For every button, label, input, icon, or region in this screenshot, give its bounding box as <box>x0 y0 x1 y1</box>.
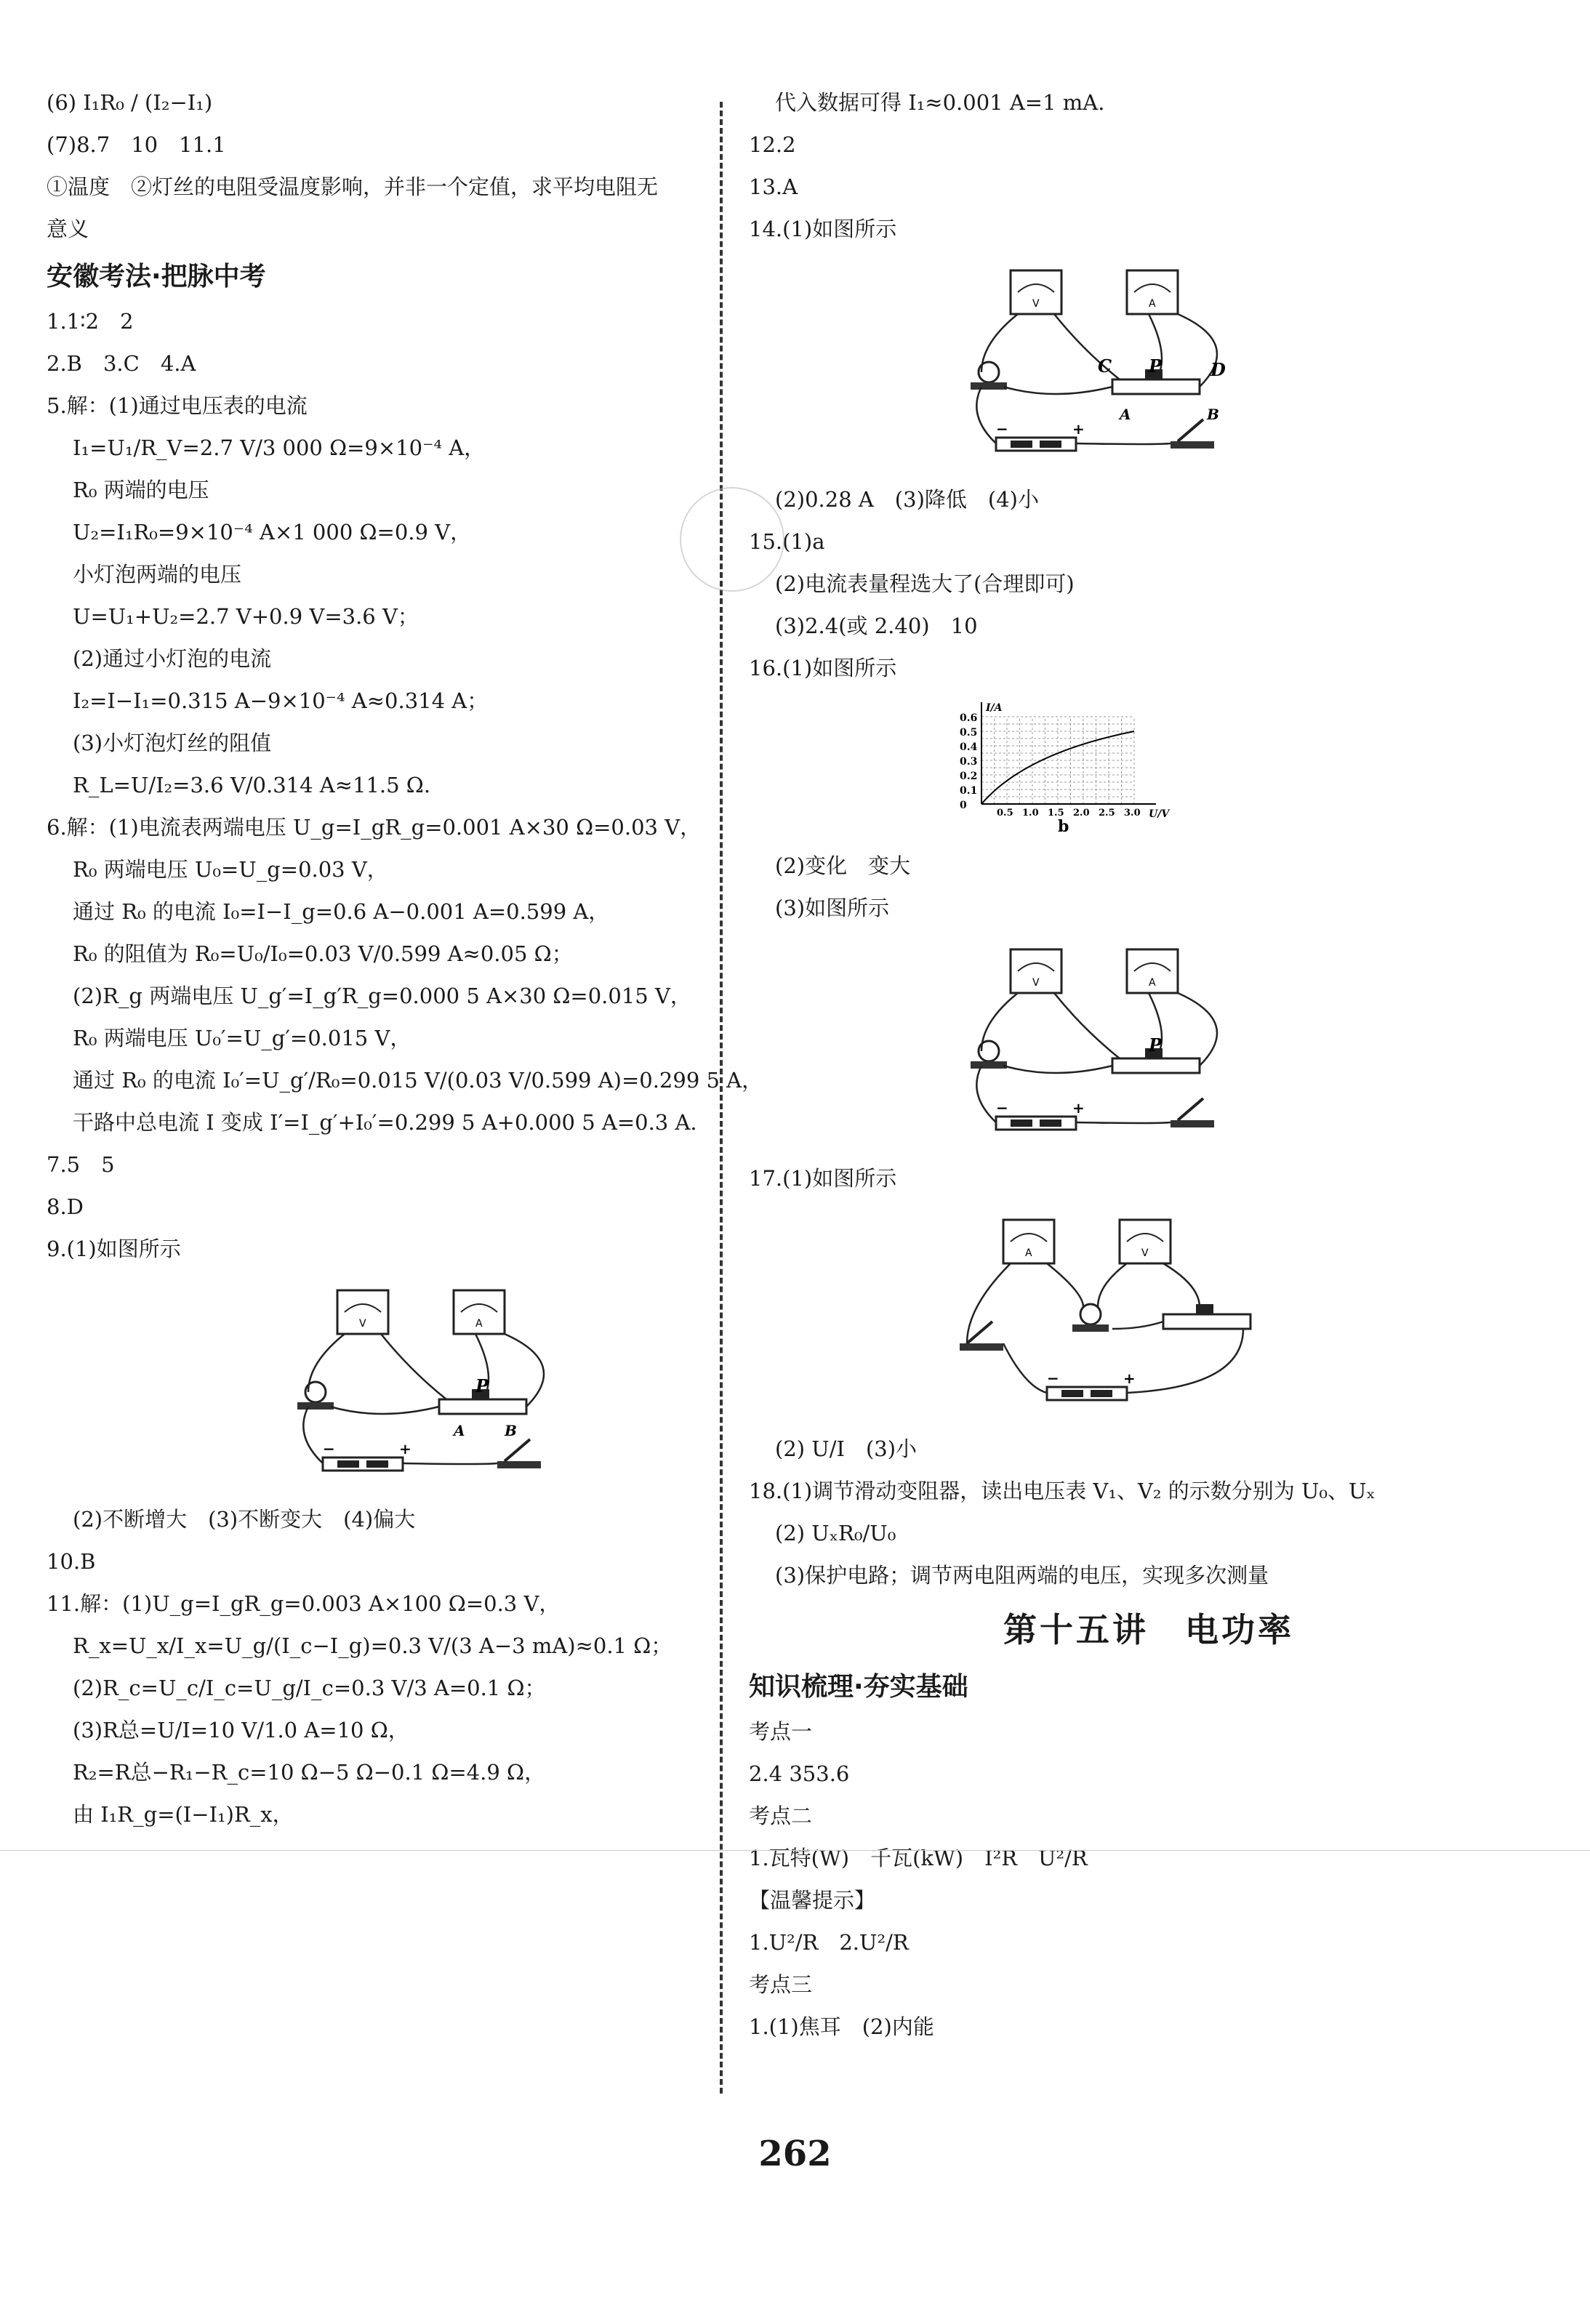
iu-graph <box>938 695 1171 833</box>
answer-line: 9.(1)如图所示 <box>47 1237 181 1261</box>
circuit-diagram <box>938 1205 1272 1416</box>
ammeter-icon <box>1127 270 1178 314</box>
voltmeter-icon <box>1011 949 1061 993</box>
section-heading: 知识梳理·夯实基础 <box>749 1672 968 1702</box>
graph-caption: b <box>1058 817 1069 833</box>
right-column <box>749 87 1549 2054</box>
circuit-label: D <box>1210 359 1226 380</box>
answer-line: 2.B 3.C 4.A <box>47 351 196 376</box>
answer-line: (3)如图所示 <box>775 896 890 920</box>
lamp-icon <box>971 362 1007 390</box>
lamp-icon <box>297 1382 334 1410</box>
answer-line: 17.(1)如图所示 <box>749 1166 897 1191</box>
svg-text:V: V <box>359 1318 366 1330</box>
rheostat-icon <box>1163 1304 1250 1329</box>
answer-line: 考点二 <box>749 1804 813 1828</box>
wire <box>1054 993 1120 1058</box>
scan-line <box>0 1850 1590 1851</box>
y-tick-label: 0.3 <box>960 756 978 768</box>
wire <box>1163 1263 1200 1307</box>
svg-text:A: A <box>1149 298 1156 310</box>
answer-line: R₀ 的阻值为 R₀=U₀/I₀=0.03 V/0.599 A≈0.05 Ω； <box>73 941 573 966</box>
circuit-label: A <box>454 1422 465 1439</box>
wire <box>1178 993 1217 1066</box>
answer-line: (3)R总=U/I=10 V/1.0 A=10 Ω， <box>73 1718 409 1742</box>
y-tick-label: 0.1 <box>960 785 978 797</box>
lamp-icon <box>971 1041 1007 1069</box>
figure <box>749 935 1549 1146</box>
svg-text:A: A <box>475 1318 483 1330</box>
wire <box>381 1334 446 1399</box>
circuit-label: P <box>1149 1034 1163 1056</box>
answer-line: 10.B <box>47 1549 96 1574</box>
answer-line: R₀ 两端电压 U₀′=U_g′=0.015 V， <box>73 1026 411 1050</box>
answer-line: 考点三 <box>749 1972 813 1997</box>
figure <box>749 256 1549 467</box>
y-tick-label: 0.2 <box>960 771 978 782</box>
answer-line: 1.(1)焦耳 (2)内能 <box>749 2014 934 2039</box>
answer-line: 由 I₁R_g=(I−I₁)R_x， <box>73 1802 294 1827</box>
switch-icon <box>497 1439 541 1468</box>
answer-line: 通过 R₀ 的电流 I₀=I−I_g=0.6 A−0.001 A=0.599 A， <box>73 899 610 924</box>
circuit-label: A <box>1120 406 1131 423</box>
wire <box>1076 1122 1171 1123</box>
figure <box>47 1276 701 1487</box>
column-divider <box>720 102 723 2094</box>
circuit-label: − <box>323 1440 335 1457</box>
x-tick-label: 2.5 <box>1099 808 1115 819</box>
answer-line: 11.解：(1)U_g=I_gR_g=0.003 A×100 Ω=0.3 V， <box>47 1591 561 1616</box>
figure <box>749 1205 1549 1416</box>
circuit-label: B <box>1207 406 1219 423</box>
wire <box>1003 1343 1047 1393</box>
answer-line: R_L=U/I₂=3.6 V/0.314 A≈11.5 Ω. <box>73 773 431 797</box>
answer-line: 6.解：(1)电流表两端电压 U_g=I_gR_g=0.001 A×30 Ω=0.03 V， <box>47 815 702 840</box>
voltmeter-icon <box>337 1290 388 1334</box>
wire <box>1076 443 1171 444</box>
answer-line: 1.1∶2 2 <box>47 309 134 334</box>
y-tick-label: 0.4 <box>960 741 978 753</box>
ammeter-icon <box>1003 1220 1054 1263</box>
battery-icon <box>323 1457 403 1471</box>
answer-line: 考点一 <box>749 1719 813 1744</box>
circuit-label: C <box>1098 355 1112 377</box>
answer-line: I₁=U₁/R_V=2.7 V/3 000 Ω=9×10⁻⁴ A， <box>73 435 486 460</box>
x-tick-label: 2.0 <box>1073 808 1090 819</box>
voltmeter-icon <box>1120 1220 1171 1263</box>
answer-line: 5.解：(1)通过电压表的电流 <box>47 393 308 418</box>
circuit-label: − <box>996 1099 1008 1117</box>
answer-line: (7)8.7 10 11.1 <box>47 132 226 157</box>
answer-line: (6) I₁R₀ / (I₂−I₁) <box>47 90 213 115</box>
answer-line: 7.5 5 <box>47 1152 115 1177</box>
section-heading: 安徽考法·把脉中考 <box>47 262 266 291</box>
y-tick-label: 0 <box>960 800 967 811</box>
circuit-diagram <box>938 935 1272 1146</box>
wire <box>976 1066 996 1122</box>
answer-line: R_x=U_x/I_x=U_g/(I_c−I_g)=0.3 V/(3 A−3 mA)≈0.1 Ω； <box>73 1633 672 1658</box>
wire <box>330 1407 439 1414</box>
figure <box>749 695 1549 833</box>
answer-line: (2)不断增大 (3)不断变大 (4)偏大 <box>73 1507 416 1532</box>
answer-line: (2) U/I (3)小 <box>775 1436 918 1461</box>
wire <box>967 1263 1011 1343</box>
answer-line: I₂=I−I₁=0.315 A−9×10⁻⁴ A≈0.314 A； <box>73 688 489 713</box>
circuit-label: + <box>1123 1370 1136 1387</box>
battery-icon <box>996 438 1076 451</box>
answer-line: 意义 <box>47 217 89 241</box>
answer-line: R₀ 两端的电压 <box>73 478 209 502</box>
answer-line: 1.瓦特(W) 千瓦(kW) I²R U²/R <box>749 1846 1088 1870</box>
wire <box>1112 1322 1163 1329</box>
circuit-label: − <box>996 420 1008 438</box>
wire <box>976 387 996 443</box>
answer-line: (2)R_g 两端电压 U_g′=I_g′R_g=0.000 5 A×30 Ω=0.015 V， <box>73 984 691 1008</box>
circuit-label: B <box>505 1422 517 1439</box>
y-axis-label: I/A <box>986 702 1003 714</box>
answer-line: R₀ 两端电压 U₀=U_g=0.03 V， <box>73 857 388 882</box>
ammeter-icon <box>454 1290 505 1334</box>
circuit-diagram <box>938 256 1272 467</box>
answer-line: 13.A <box>749 174 798 199</box>
answer-line: (2) UₓR₀/U₀ <box>775 1521 896 1545</box>
wire <box>1127 1329 1243 1393</box>
answer-line: ①温度 ②灯丝的电阻受温度影响，并非一个定值，求平均电阻无 <box>47 174 659 199</box>
answer-line: R₂=R总−R₁−R_c=10 Ω−5 Ω−0.1 Ω=4.9 Ω， <box>73 1760 546 1785</box>
answer-line: U₂=I₁R₀=9×10⁻⁴ A×1 000 Ω=0.9 V， <box>73 520 472 544</box>
answer-line: 通过 R₀ 的电流 I₀′=U_g′/R₀=0.015 V/(0.03 V/0.599 A)=0.299 5 A， <box>73 1068 763 1093</box>
answer-line: 1.U²/R 2.U²/R <box>749 1930 909 1955</box>
x-tick-label: 1.0 <box>1022 808 1039 819</box>
voltmeter-icon <box>1011 270 1061 314</box>
svg-text:A: A <box>1025 1247 1032 1259</box>
answer-line: 2.4 353.6 <box>749 1761 850 1786</box>
answer-line: 小灯泡两端的电压 <box>73 562 242 587</box>
battery-icon <box>996 1117 1076 1130</box>
x-tick-label: 0.5 <box>997 808 1013 819</box>
circuit-diagram <box>265 1276 599 1487</box>
circuit-label: P <box>475 1375 489 1396</box>
page-number: 262 <box>758 2134 832 2174</box>
switch-icon <box>960 1322 1003 1351</box>
wire <box>505 1334 544 1407</box>
x-tick-label: 1.5 <box>1048 808 1064 819</box>
answer-line: (2)变化 变大 <box>775 853 911 878</box>
answer-line: (2)0.28 A (3)降低 (4)小 <box>775 487 1039 512</box>
x-tick-label: 3.0 <box>1124 808 1141 819</box>
circuit-label: + <box>399 1440 411 1457</box>
answer-line: (3)小灯泡灯丝的阻值 <box>73 731 272 755</box>
circuit-label: + <box>1072 1099 1085 1117</box>
svg-text:V: V <box>1032 977 1040 989</box>
answer-line: 干路中总电流 I 变成 I′=I_g′+I₀′=0.299 5 A+0.000 5 A=0.3 A. <box>73 1110 697 1135</box>
answer-line: 18.(1)调节滑动变阻器，读出电压表 V₁、V₂ 的示数分别为 U₀、Uₓ <box>749 1479 1376 1503</box>
answer-line: (2)电流表量程选大了(合理即可) <box>775 571 1075 596</box>
lamp-icon <box>1072 1304 1109 1332</box>
answer-line: 8.D <box>47 1194 84 1219</box>
wire <box>1047 1263 1083 1307</box>
left-column <box>47 87 763 1841</box>
svg-text:A: A <box>1149 977 1156 989</box>
svg-text:V: V <box>1032 298 1040 310</box>
answer-line: (2)R_c=U_c/I_c=U_g/I_c=0.3 V/3 A=0.1 Ω； <box>73 1676 546 1700</box>
circuit-label: − <box>1047 1370 1059 1387</box>
switch-icon <box>1171 419 1214 449</box>
answer-line: (2)通过小灯泡的电流 <box>73 646 272 671</box>
switch-icon <box>1171 1098 1214 1127</box>
ammeter-icon <box>1127 949 1178 993</box>
answer-line: (3)2.4(或 2.40) 10 <box>775 614 978 638</box>
circuit-label: P <box>1149 355 1163 377</box>
answer-line: U=U₁+U₂=2.7 V+0.9 V=3.6 V； <box>73 604 419 629</box>
circuit-label: + <box>1072 420 1085 438</box>
answer-line: 15.(1)a <box>749 529 825 554</box>
wire <box>1003 387 1112 394</box>
answer-line: (3)保护电路；调节两电阻两端的电压，实现多次测量 <box>775 1563 1269 1588</box>
wire <box>1098 1263 1127 1307</box>
x-axis-label: U/V <box>1149 808 1170 820</box>
answer-line: 【温馨提示】 <box>749 1888 876 1913</box>
wire <box>303 1407 323 1463</box>
wire <box>1003 1066 1112 1073</box>
svg-text:V: V <box>1141 1247 1149 1259</box>
answer-line: 12.2 <box>749 132 796 157</box>
y-tick-label: 0.6 <box>960 712 978 724</box>
answer-line: 14.(1)如图所示 <box>749 217 897 241</box>
battery-icon <box>1047 1387 1127 1400</box>
wire <box>403 1463 497 1464</box>
answer-line: 16.(1)如图所示 <box>749 656 897 680</box>
section-heading: 第十五讲 电功率 <box>1003 1610 1294 1649</box>
y-tick-label: 0.5 <box>960 727 978 739</box>
answer-line: 代入数据可得 I₁≈0.001 A=1 mA. <box>775 90 1105 115</box>
